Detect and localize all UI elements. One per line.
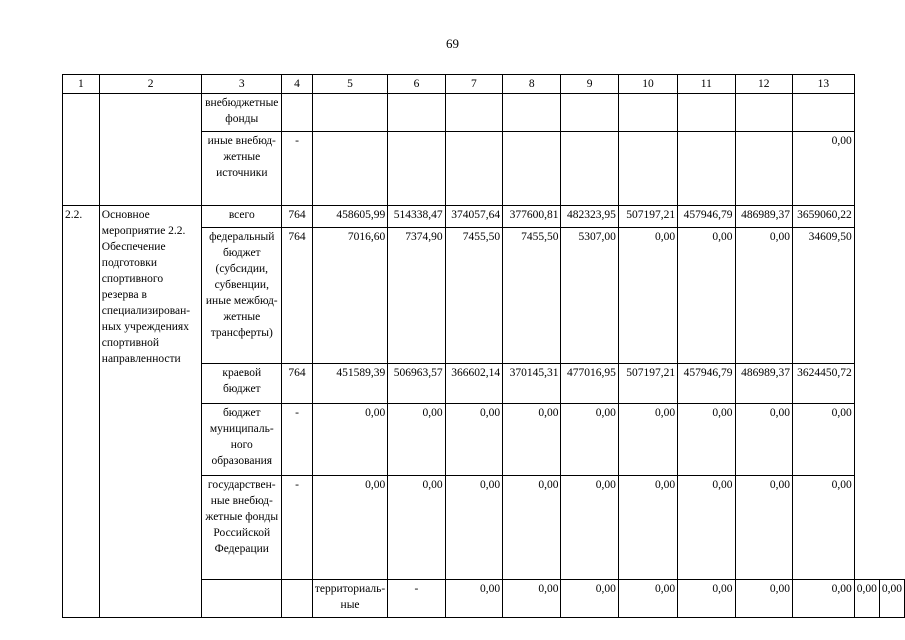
value-cell: 3624450,72 bbox=[792, 364, 854, 404]
value-cell: 7455,50 bbox=[503, 228, 561, 364]
value-cell: 514338,47 bbox=[388, 206, 445, 228]
code-cell bbox=[282, 94, 313, 132]
value-cell bbox=[445, 132, 502, 206]
code-cell: - bbox=[282, 404, 313, 476]
value-cell: 0,00 bbox=[792, 476, 854, 580]
value-cell: 0,00 bbox=[678, 580, 735, 618]
value-cell: 457946,79 bbox=[678, 206, 735, 228]
budget-table bbox=[62, 74, 905, 618]
value-cell: 0,00 bbox=[735, 228, 792, 364]
value-cell: 0,00 bbox=[561, 404, 618, 476]
value-cell bbox=[445, 94, 502, 132]
value-cell: 0,00 bbox=[854, 580, 879, 618]
value-cell bbox=[503, 132, 561, 206]
value-cell bbox=[678, 94, 735, 132]
value-cell: 0,00 bbox=[792, 404, 854, 476]
code-cell: - bbox=[388, 580, 445, 618]
header-row bbox=[63, 75, 905, 94]
value-cell: 482323,95 bbox=[561, 206, 618, 228]
value-cell: 0,00 bbox=[312, 476, 387, 580]
value-cell: 0,00 bbox=[445, 404, 502, 476]
column-header: 9 bbox=[561, 75, 618, 94]
page-number: 69 bbox=[446, 36, 459, 51]
value-cell: 366602,14 bbox=[445, 364, 502, 404]
value-cell: 0,00 bbox=[678, 476, 735, 580]
value-cell bbox=[618, 132, 677, 206]
table-row bbox=[63, 206, 905, 228]
funding-source-cell: федеральный бюджет (субсидии, субвенции, иные межбюд-жетные трансферты) bbox=[202, 228, 282, 364]
value-cell bbox=[735, 132, 792, 206]
value-cell: 477016,95 bbox=[561, 364, 618, 404]
value-cell: 0,00 bbox=[312, 404, 387, 476]
table-row bbox=[63, 94, 905, 132]
funding-source-cell: иные внебюд-жетные источники bbox=[202, 132, 282, 206]
column-header: 10 bbox=[618, 75, 677, 94]
column-header: 7 bbox=[445, 75, 502, 94]
value-cell bbox=[503, 94, 561, 132]
value-cell: 0,00 bbox=[879, 580, 904, 618]
column-header: 5 bbox=[312, 75, 387, 94]
column-header: 8 bbox=[503, 75, 561, 94]
funding-source-cell: краевой бюджет bbox=[202, 364, 282, 404]
value-cell: 0,00 bbox=[503, 404, 561, 476]
value-cell: 0,00 bbox=[618, 228, 677, 364]
column-header: 13 bbox=[792, 75, 854, 94]
value-cell: 0,00 bbox=[561, 476, 618, 580]
column-header: 11 bbox=[678, 75, 735, 94]
value-cell bbox=[561, 94, 618, 132]
value-cell bbox=[312, 132, 387, 206]
code-cell: - bbox=[282, 476, 313, 580]
column-header: 12 bbox=[735, 75, 792, 94]
value-cell: 0,00 bbox=[388, 404, 445, 476]
value-cell: 0,00 bbox=[678, 228, 735, 364]
value-cell: 0,00 bbox=[735, 476, 792, 580]
value-cell: 486989,37 bbox=[735, 206, 792, 228]
value-cell: 451589,39 bbox=[312, 364, 387, 404]
value-cell bbox=[388, 94, 445, 132]
value-cell: 3659060,22 bbox=[792, 206, 854, 228]
value-cell bbox=[792, 94, 854, 132]
column-header: 2 bbox=[99, 75, 202, 94]
value-cell: 0,00 bbox=[735, 404, 792, 476]
value-cell: 5307,00 bbox=[561, 228, 618, 364]
value-cell: 0,00 bbox=[792, 580, 854, 618]
funding-source-cell: территориаль-ные bbox=[312, 580, 387, 618]
value-cell: 507197,21 bbox=[618, 206, 677, 228]
value-cell: 507197,21 bbox=[618, 364, 677, 404]
value-cell: 370145,31 bbox=[503, 364, 561, 404]
value-cell: 7374,90 bbox=[388, 228, 445, 364]
value-cell bbox=[388, 132, 445, 206]
column-header: 6 bbox=[388, 75, 445, 94]
value-cell: 486989,37 bbox=[735, 364, 792, 404]
value-cell: 0,00 bbox=[618, 580, 677, 618]
value-cell: 7455,50 bbox=[445, 228, 502, 364]
value-cell: 0,00 bbox=[503, 580, 561, 618]
code-cell: - bbox=[282, 132, 313, 206]
column-header: 1 bbox=[63, 75, 100, 94]
code-cell: 764 bbox=[282, 206, 313, 228]
value-cell: 458605,99 bbox=[312, 206, 387, 228]
funding-source-cell: государствен-ные внебюд-жетные фонды Российской Федерации bbox=[202, 476, 282, 580]
funding-source-cell: бюджет муниципаль-ного образования bbox=[202, 404, 282, 476]
value-cell: 0,00 bbox=[618, 476, 677, 580]
funding-source-cell: внебюджетные фонды bbox=[202, 94, 282, 132]
value-cell bbox=[618, 94, 677, 132]
value-cell: 0,00 bbox=[445, 476, 502, 580]
value-cell: 506963,57 bbox=[388, 364, 445, 404]
column-header: 3 bbox=[202, 75, 282, 94]
value-cell: 0,00 bbox=[445, 580, 502, 618]
value-cell: 0,00 bbox=[792, 132, 854, 206]
funding-source-cell: всего bbox=[202, 206, 282, 228]
value-cell: 0,00 bbox=[503, 476, 561, 580]
value-cell: 0,00 bbox=[735, 580, 792, 618]
event-number-cell: 2.2. bbox=[63, 206, 100, 618]
code-cell: 764 bbox=[282, 364, 313, 404]
value-cell: 374057,64 bbox=[445, 206, 502, 228]
value-cell: 377600,81 bbox=[503, 206, 561, 228]
code-cell: 764 bbox=[282, 228, 313, 364]
value-cell: 457946,79 bbox=[678, 364, 735, 404]
blank-cell bbox=[282, 580, 313, 618]
value-cell bbox=[312, 94, 387, 132]
blank-cell bbox=[202, 580, 282, 618]
event-name-cell: Основное мероприятие 2.2. Обеспечение подготовки спортивного резерва в специализирован-ных учреждениях спортивной направленности bbox=[99, 206, 202, 618]
blank-cell bbox=[63, 94, 100, 206]
blank-cell bbox=[99, 94, 202, 206]
value-cell: 0,00 bbox=[618, 404, 677, 476]
column-header: 4 bbox=[282, 75, 313, 94]
value-cell: 0,00 bbox=[678, 404, 735, 476]
value-cell: 0,00 bbox=[561, 580, 618, 618]
value-cell bbox=[678, 132, 735, 206]
value-cell: 34609,50 bbox=[792, 228, 854, 364]
value-cell: 7016,60 bbox=[312, 228, 387, 364]
value-cell bbox=[735, 94, 792, 132]
value-cell: 0,00 bbox=[388, 476, 445, 580]
value-cell bbox=[561, 132, 618, 206]
